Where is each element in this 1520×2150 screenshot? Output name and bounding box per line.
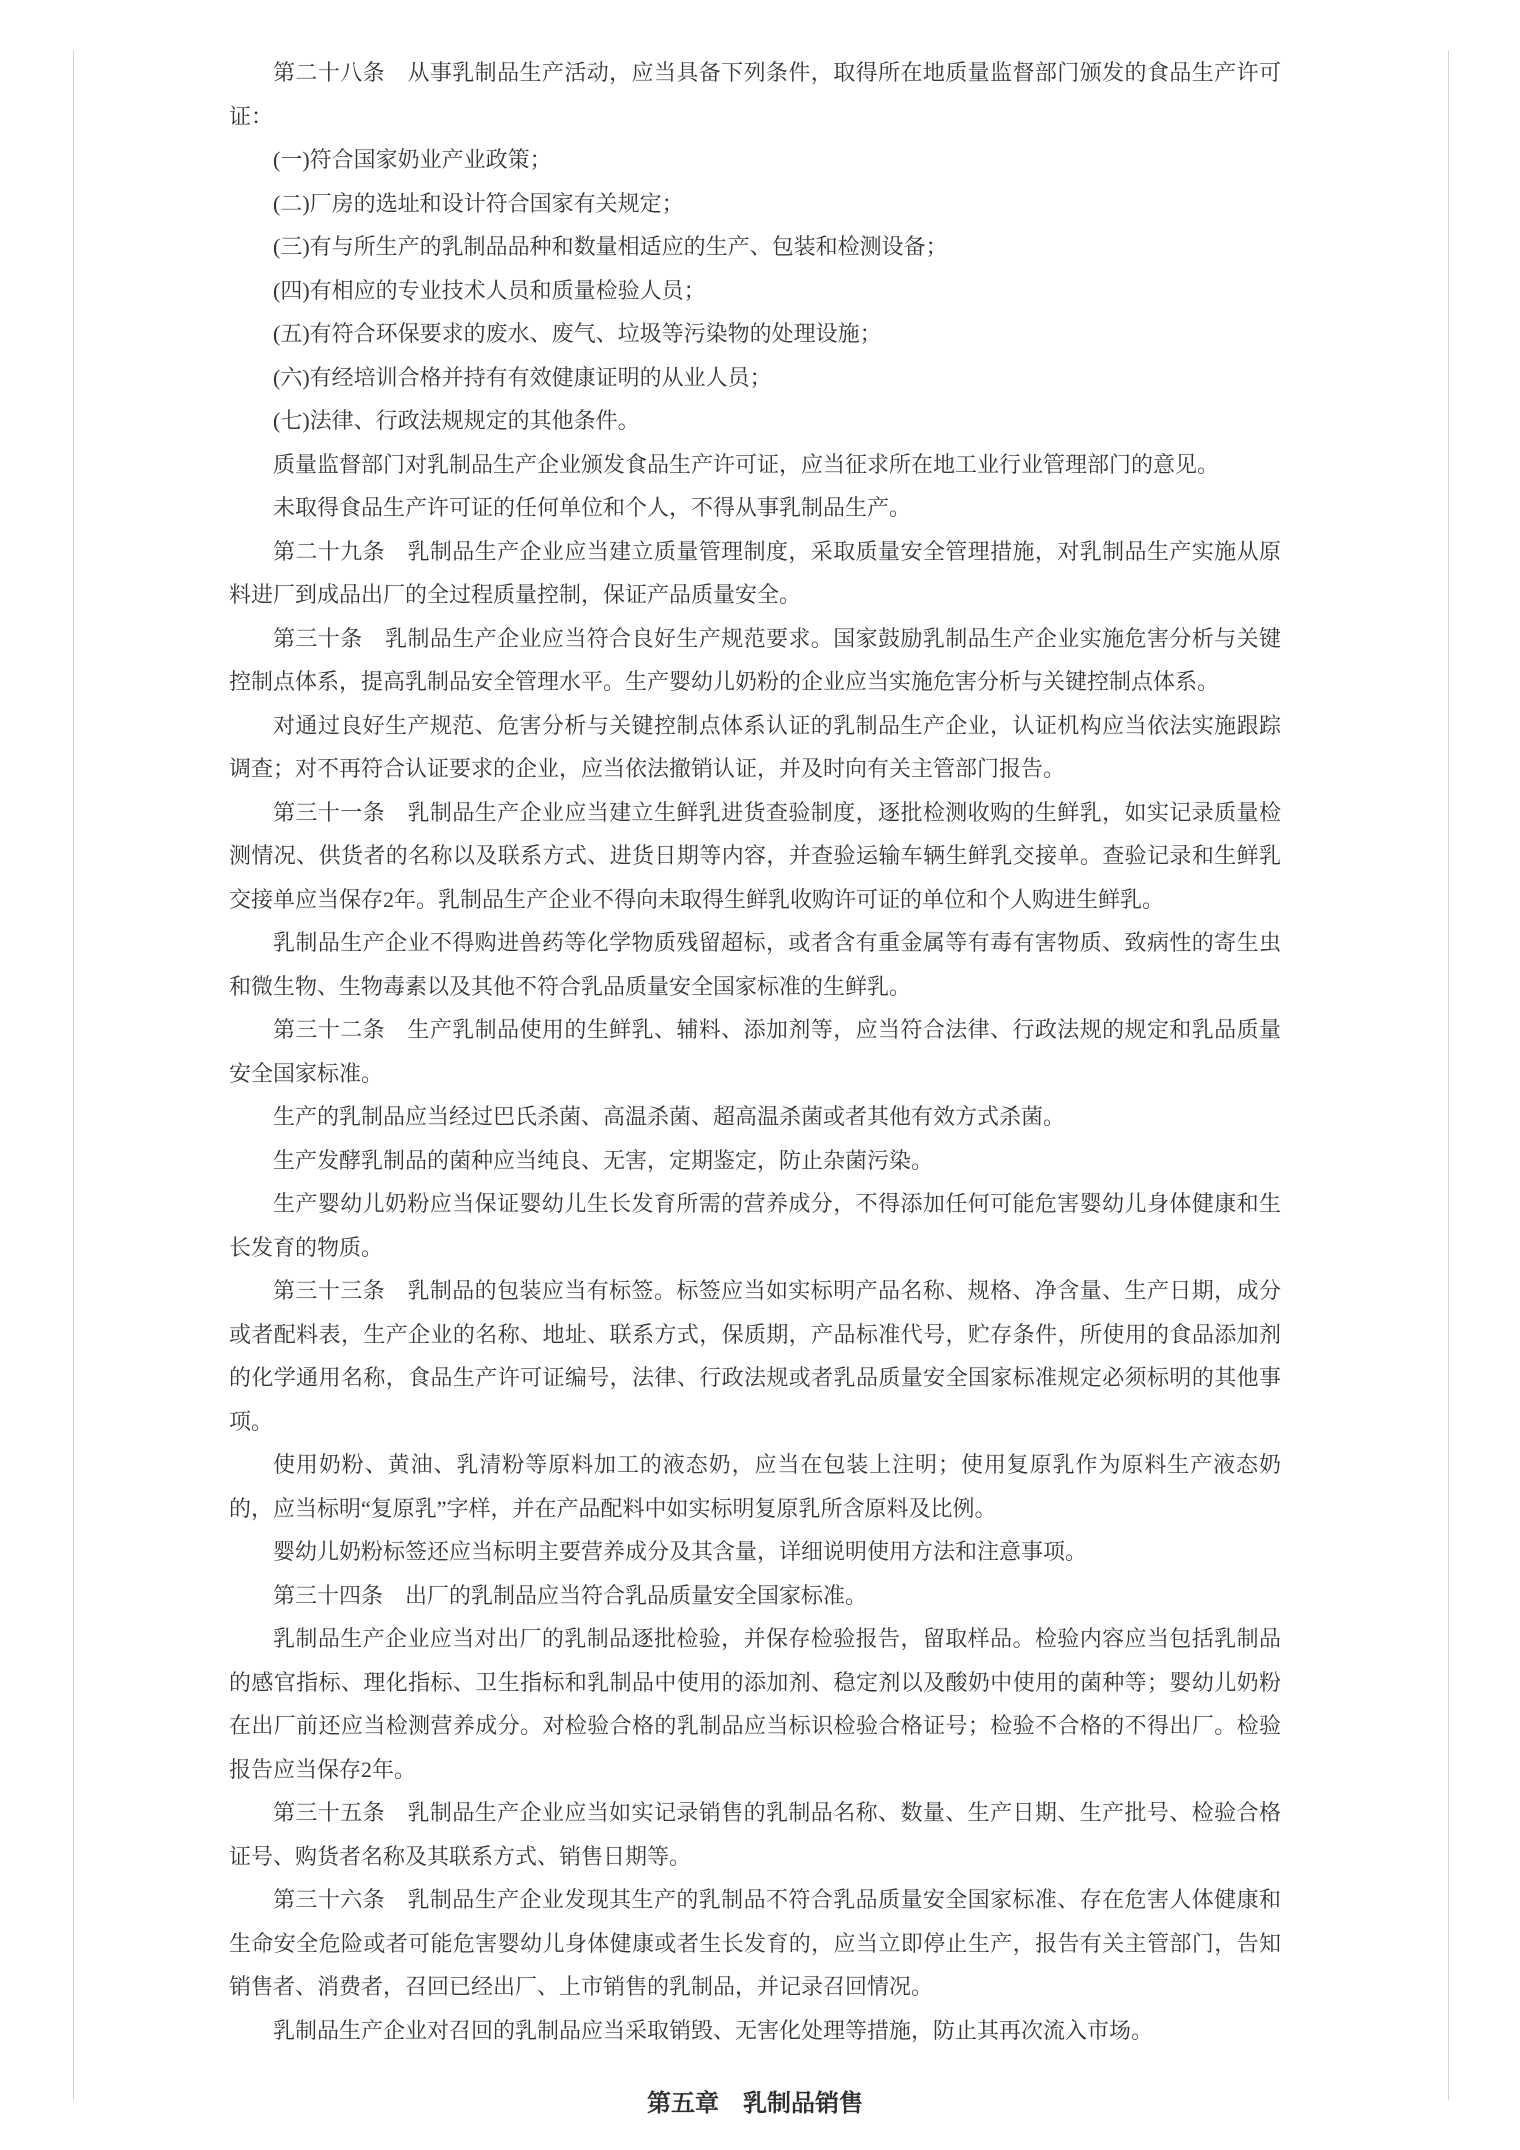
paragraph: (六)有经培训合格并持有有效健康证明的从业人员；	[273, 364, 772, 390]
paragraph: 第三十三条 乳制品的包装应当有标签。标签应当如实标明产品名称、规格、净含量、生产日期，成分或者配料表，生产企业的名称、地址、联系方式，保质期，产品标准代号，贮存条件，所使用的食品添加剂的化学通用名称，食品生产许可证编号，法律、行政法规或者乳品质量安全国家标准规定必须标明的其他事项。	[229, 1278, 1281, 1434]
paragraph: 第三十五条 乳制品生产企业应当如实记录销售的乳制品名称、数量、生产日期、生产批号、检验合格证号、购货者名称及其联系方式、销售日期等。	[229, 1800, 1281, 1869]
paragraph: 生产发酵乳制品的菌种应当纯良、无害，定期鉴定，防止杂菌污染。	[273, 1147, 934, 1173]
paragraph: 婴幼儿奶粉标签还应当标明主要营养成分及其含量，详细说明使用方法和注意事项。	[273, 1539, 1088, 1564]
paragraph: 第二十九条 乳制品生产企业应当建立质量管理制度，采取质量安全管理措施，对乳制品生产实施从原料进厂到成品出厂的全过程质量控制，保证产品质量安全。	[229, 538, 1281, 607]
paragraph: (一)符合国家奶业产业政策；	[273, 147, 552, 172]
paragraph: 第二十八条 从事乳制品生产活动，应当具备下列条件，取得所在地质量监督部门颁发的食品生产许可证：	[229, 60, 1281, 129]
paragraph: 乳制品生产企业不得购进兽药等化学物质残留超标，或者含有重金属等有毒有害物质、致病性的寄生虫和微生物、生物毒素以及其他不符合乳品质量安全国家标准的生鲜乳。	[229, 930, 1281, 999]
paragraph: 第三十四条 出厂的乳制品应当符合乳品质量安全国家标准。	[273, 1582, 868, 1608]
paragraph: 第三十条 乳制品生产企业应当符合良好生产规范要求。国家鼓励乳制品生产企业实施危害分析与关键控制点体系，提高乳制品安全管理水平。生产婴幼儿奶粉的企业应当实施危害分析与关键控制点体系。	[229, 625, 1281, 694]
paragraph: 乳制品生产企业对召回的乳制品应当采取销毁、无害化处理等措施，防止其再次流入市场。	[273, 2017, 1154, 2043]
paragraph: 第三十二条 生产乳制品使用的生鲜乳、辅料、添加剂等，应当符合法律、行政法规的规定和乳品质量安全国家标准。	[229, 1017, 1281, 1086]
paragraph: 生产婴幼儿奶粉应当保证婴幼儿生长发育所需的营养成分，不得添加任何可能危害婴幼儿身体健康和生长发育的物质。	[229, 1191, 1281, 1260]
paragraph: (五)有符合环保要求的废水、废气、垃圾等污染物的处理设施；	[273, 321, 882, 346]
paragraph: 未取得食品生产许可证的任何单位和个人，不得从事乳制品生产。	[273, 495, 912, 520]
paragraph: 乳制品生产企业应当对出厂的乳制品逐批检验，并保存检验报告，留取样品。检验内容应当包括乳制品的感官指标、理化指标、卫生指标和乳制品中使用的添加剂、稳定剂以及酸奶中使用的菌种等；婴幼儿奶粉在出厂前还应当检测营养成分。对检验合格的乳制品应当标识检验合格证号；检验不合格的不得出厂。检验报告应当保存2年。	[229, 1626, 1281, 1782]
paragraph: 第三十六条 乳制品生产企业发现其生产的乳制品不符合乳品质量安全国家标准、存在危害人体健康和生命安全危险或者可能危害婴幼儿身体健康或者生长发育的，应当立即停止生产，报告有关主管部门，告知销售者、消费者，召回已经出厂、上市销售的乳制品，并记录召回情况。	[229, 1887, 1281, 1999]
paragraph: (二)厂房的选址和设计符合国家有关规定；	[273, 190, 684, 216]
paragraph: (三)有与所生产的乳制品品种和数量相适应的生产、包装和检测设备；	[273, 234, 948, 259]
paragraph: 对通过良好生产规范、危害分析与关键控制点体系认证的乳制品生产企业，认证机构应当依法实施跟踪调查；对不再符合认证要求的企业，应当依法撤销认证，并及时向有关主管部门报告。	[229, 712, 1281, 781]
paragraph: 生产的乳制品应当经过巴氏杀菌、高温杀菌、超高温杀菌或者其他有效方式杀菌。	[273, 1104, 1066, 1129]
paragraphs-container	[229, 51, 1281, 2052]
paragraph: 使用奶粉、黄油、乳清粉等原料加工的液态奶，应当在包装上注明；使用复原乳作为原料生产液态奶的，应当标明“复原乳”字样，并在产品配料中如实标明复原乳所含原料及比例。	[229, 1452, 1281, 1521]
document-body	[229, 51, 1281, 2126]
paragraph: 第三十一条 乳制品生产企业应当建立生鲜乳进货查验制度，逐批检测收购的生鲜乳，如实记录质量检测情况、供货者的名称以及联系方式、进货日期等内容，并查验运输车辆生鲜乳交接单。查验记录和生鲜乳交接单应当保存2年。乳制品生产企业不得向未取得生鲜乳收购许可证的单位和个人购进生鲜乳。	[229, 799, 1281, 912]
paragraph: (四)有相应的专业技术人员和质量检验人员；	[273, 277, 706, 303]
chapter-heading: 第五章 乳制品销售	[647, 2090, 863, 2117]
paragraph: 质量监督部门对乳制品生产企业颁发食品生产许可证，应当征求所在地工业行业管理部门的意见。	[273, 451, 1220, 477]
paragraph: (七)法律、行政法规规定的其他条件。	[273, 408, 640, 433]
